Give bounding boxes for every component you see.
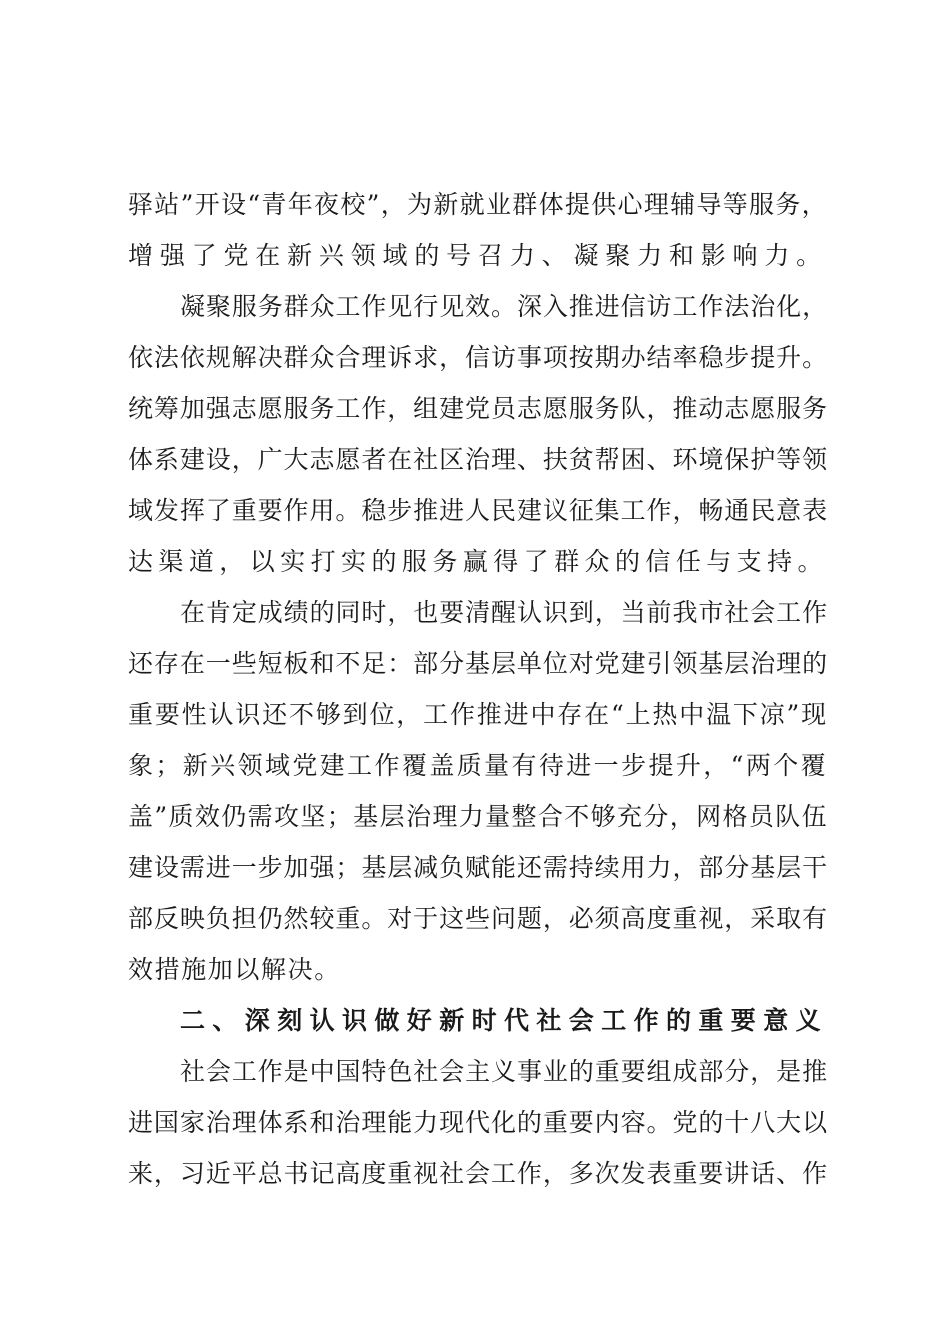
text-line: 体系建设，广大志愿者在社区治理、扶贫帮困、环境保护等领 bbox=[128, 445, 828, 474]
text-line: 部反映负担仍然较重。对于这些问题，必须高度重视，采取有 bbox=[128, 904, 828, 933]
text-line: 盖”质效仍需攻坚；基层治理力量整合不够充分，网格员队伍 bbox=[128, 802, 828, 831]
text-line: 依法依规解决群众合理诉求，信访事项按期办结率稳步提升。 bbox=[128, 343, 828, 372]
text-line: 增强了党在新兴领域的号召力、凝聚力和影响力。 bbox=[128, 241, 828, 270]
text-line: 来，习近平总书记高度重视社会工作，多次发表重要讲话、作 bbox=[128, 1159, 828, 1188]
text-line: 域发挥了重要作用。稳步推进人民建议征集工作，畅通民意表 bbox=[128, 496, 828, 525]
paragraph-first-line: 凝聚服务群众工作见行见效。深入推进信访工作法治化， bbox=[180, 292, 828, 321]
paragraph-first-line: 社会工作是中国特色社会主义事业的重要组成部分，是推 bbox=[180, 1057, 828, 1086]
text-line: 驿站”开设“青年夜校”，为新就业群体提供心理辅导等服务， bbox=[128, 190, 828, 219]
text-line: 还存在一些短板和不足：部分基层单位对党建引领基层治理的 bbox=[128, 649, 828, 678]
text-line: 达渠道，以实打实的服务赢得了群众的信任与支持。 bbox=[128, 547, 828, 576]
text-line: 进国家治理体系和治理能力现代化的重要内容。党的十八大以 bbox=[128, 1108, 828, 1137]
text-line: 建设需进一步加强；基层减负赋能还需持续用力，部分基层干 bbox=[128, 853, 828, 882]
text-line: 象；新兴领域党建工作覆盖质量有待进一步提升，“两个覆 bbox=[128, 751, 828, 780]
text-line: 效措施加以解决。 bbox=[128, 955, 341, 984]
text-line: 统筹加强志愿服务工作，组建党员志愿服务队，推动志愿服务 bbox=[128, 394, 828, 423]
section-heading: 二、深刻认识做好新时代社会工作的重要意义 bbox=[180, 1006, 828, 1035]
paragraph-first-line: 在肯定成绩的同时，也要清醒认识到，当前我市社会工作 bbox=[180, 598, 828, 627]
text-line: 重要性认识还不够到位，工作推进中存在“上热中温下凉”现 bbox=[128, 700, 828, 729]
